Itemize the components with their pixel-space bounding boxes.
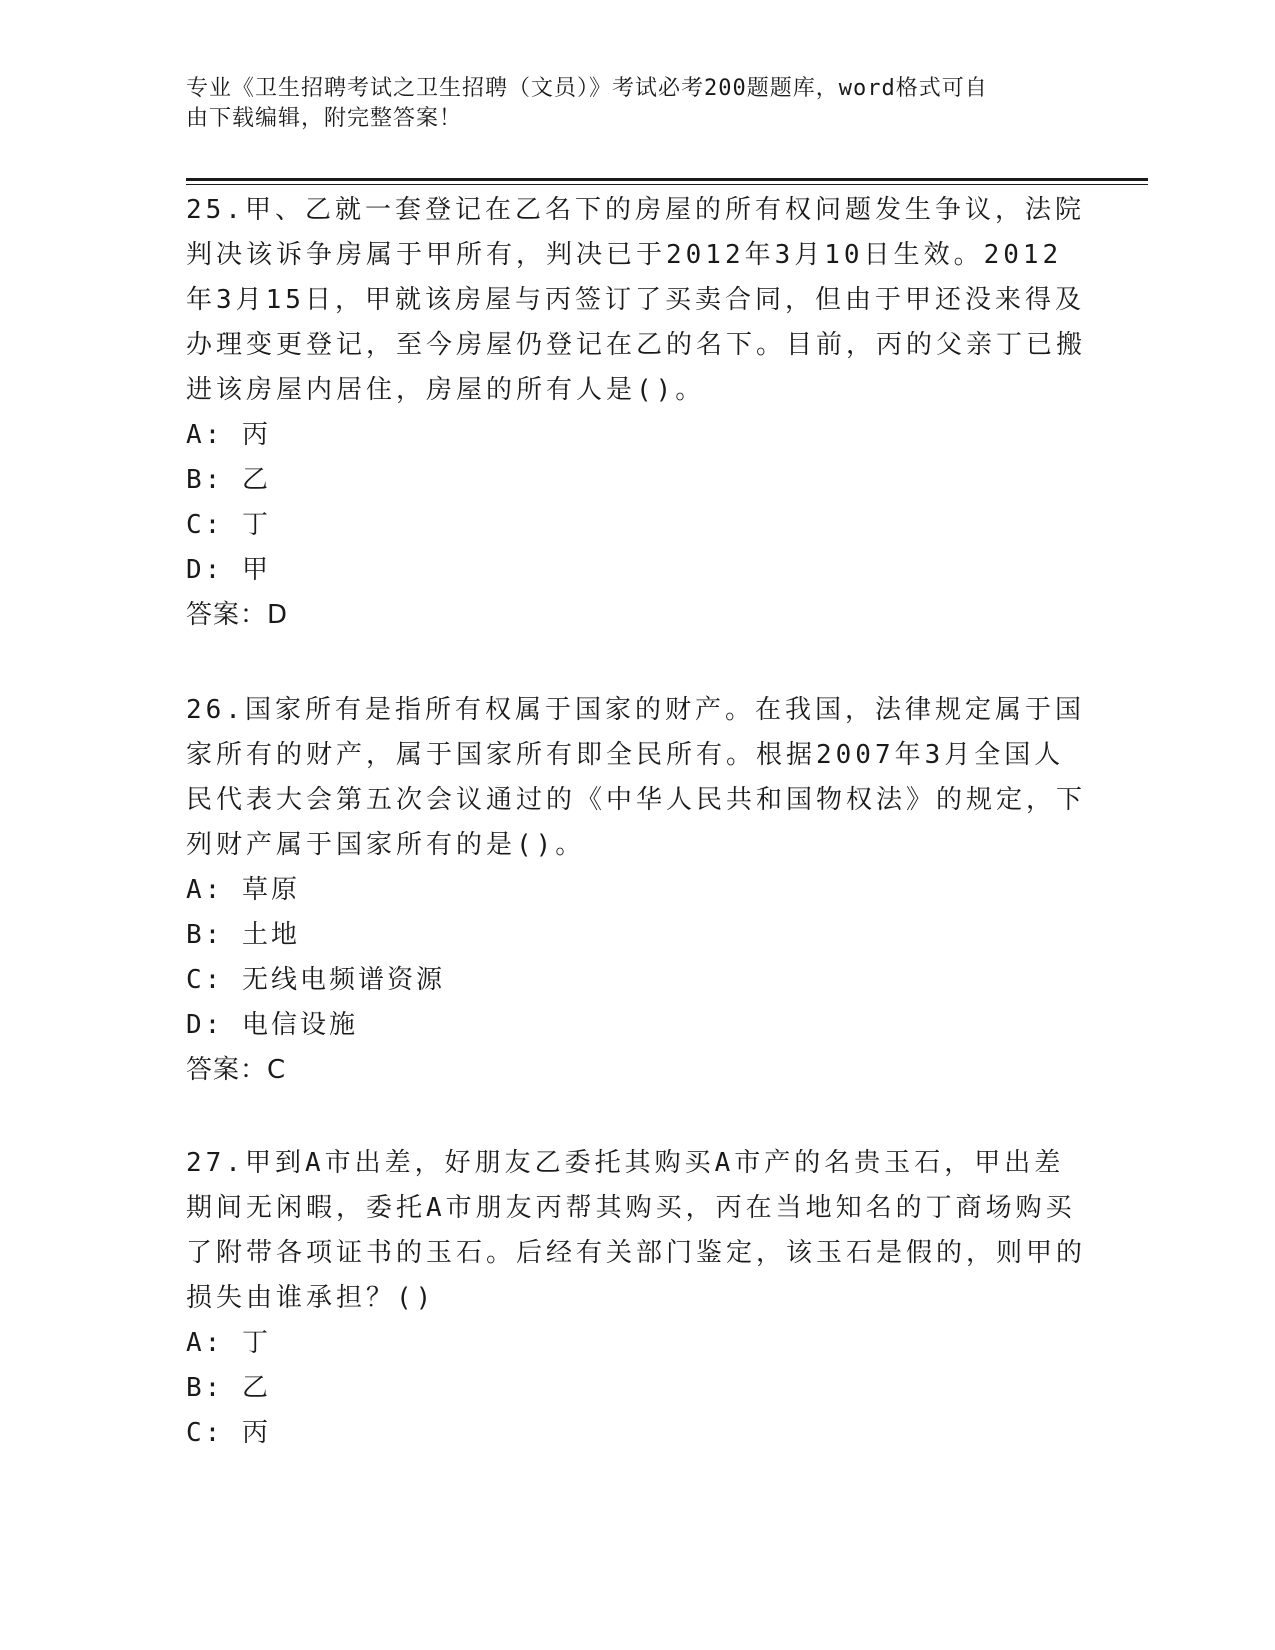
option-b: B: 乙 — [186, 465, 271, 495]
answer-line: 答案：D — [186, 600, 289, 630]
option-c: C: 丙 — [186, 1418, 271, 1448]
header-line-1: 专业《卫生招聘考试之卫生招聘（文员）》考试必考200题题库，word格式可自 — [186, 76, 988, 101]
header-divider-thin — [186, 184, 1148, 185]
option-a: A: 草原 — [186, 875, 300, 905]
document-header — [186, 74, 1076, 134]
option-c: C: 丁 — [186, 510, 271, 540]
option-b: B: 乙 — [186, 1373, 271, 1403]
question-stem: 25.甲、乙就一套登记在乙名下的房屋的所有权问题发生争议，法院判决该诉争房属于甲所有，判决已于2012年3月10日生效。2012年3月15日，甲就该房屋与丙签订了买卖合同，但由于甲还没来得及办理变更登记，至今房屋仍登记在乙的名下。目前，丙的父亲丁已搬进该房屋内居住，房屋的所有人是()。 — [186, 195, 1087, 405]
option-c: C: 无线电频谱资源 — [186, 965, 445, 995]
header-divider-thick — [186, 178, 1148, 181]
question-25 — [186, 188, 1086, 638]
question-26 — [186, 688, 1086, 1093]
question-27 — [186, 1141, 1086, 1456]
header-line-2: 由下载编辑，附完整答案！ — [186, 106, 463, 131]
option-b: B: 土地 — [186, 920, 300, 950]
option-a: A: 丙 — [186, 420, 271, 450]
question-stem: 27.甲到A市出差，好朋友乙委托其购买A市产的名贵玉石，甲出差期间无闲暇，委托A市朋友丙帮其购买，丙在当地知名的丁商场购买了附带各项证书的玉石。后经有关部门鉴定，该玉石是假的，则甲的损失由谁承担？() — [186, 1148, 1087, 1313]
answer-line: 答案：C — [186, 1055, 287, 1085]
option-d: D: 电信设施 — [186, 1010, 358, 1040]
option-d: D: 甲 — [186, 555, 271, 585]
question-stem: 26.国家所有是指所有权属于国家的财产。在我国，法律规定属于国家所有的财产，属于国家所有即全民所有。根据2007年3月全国人民代表大会第五次会议通过的《中华人民共和国物权法》的规定，下列财产属于国家所有的是()。 — [186, 695, 1087, 860]
option-a: A: 丁 — [186, 1328, 271, 1358]
